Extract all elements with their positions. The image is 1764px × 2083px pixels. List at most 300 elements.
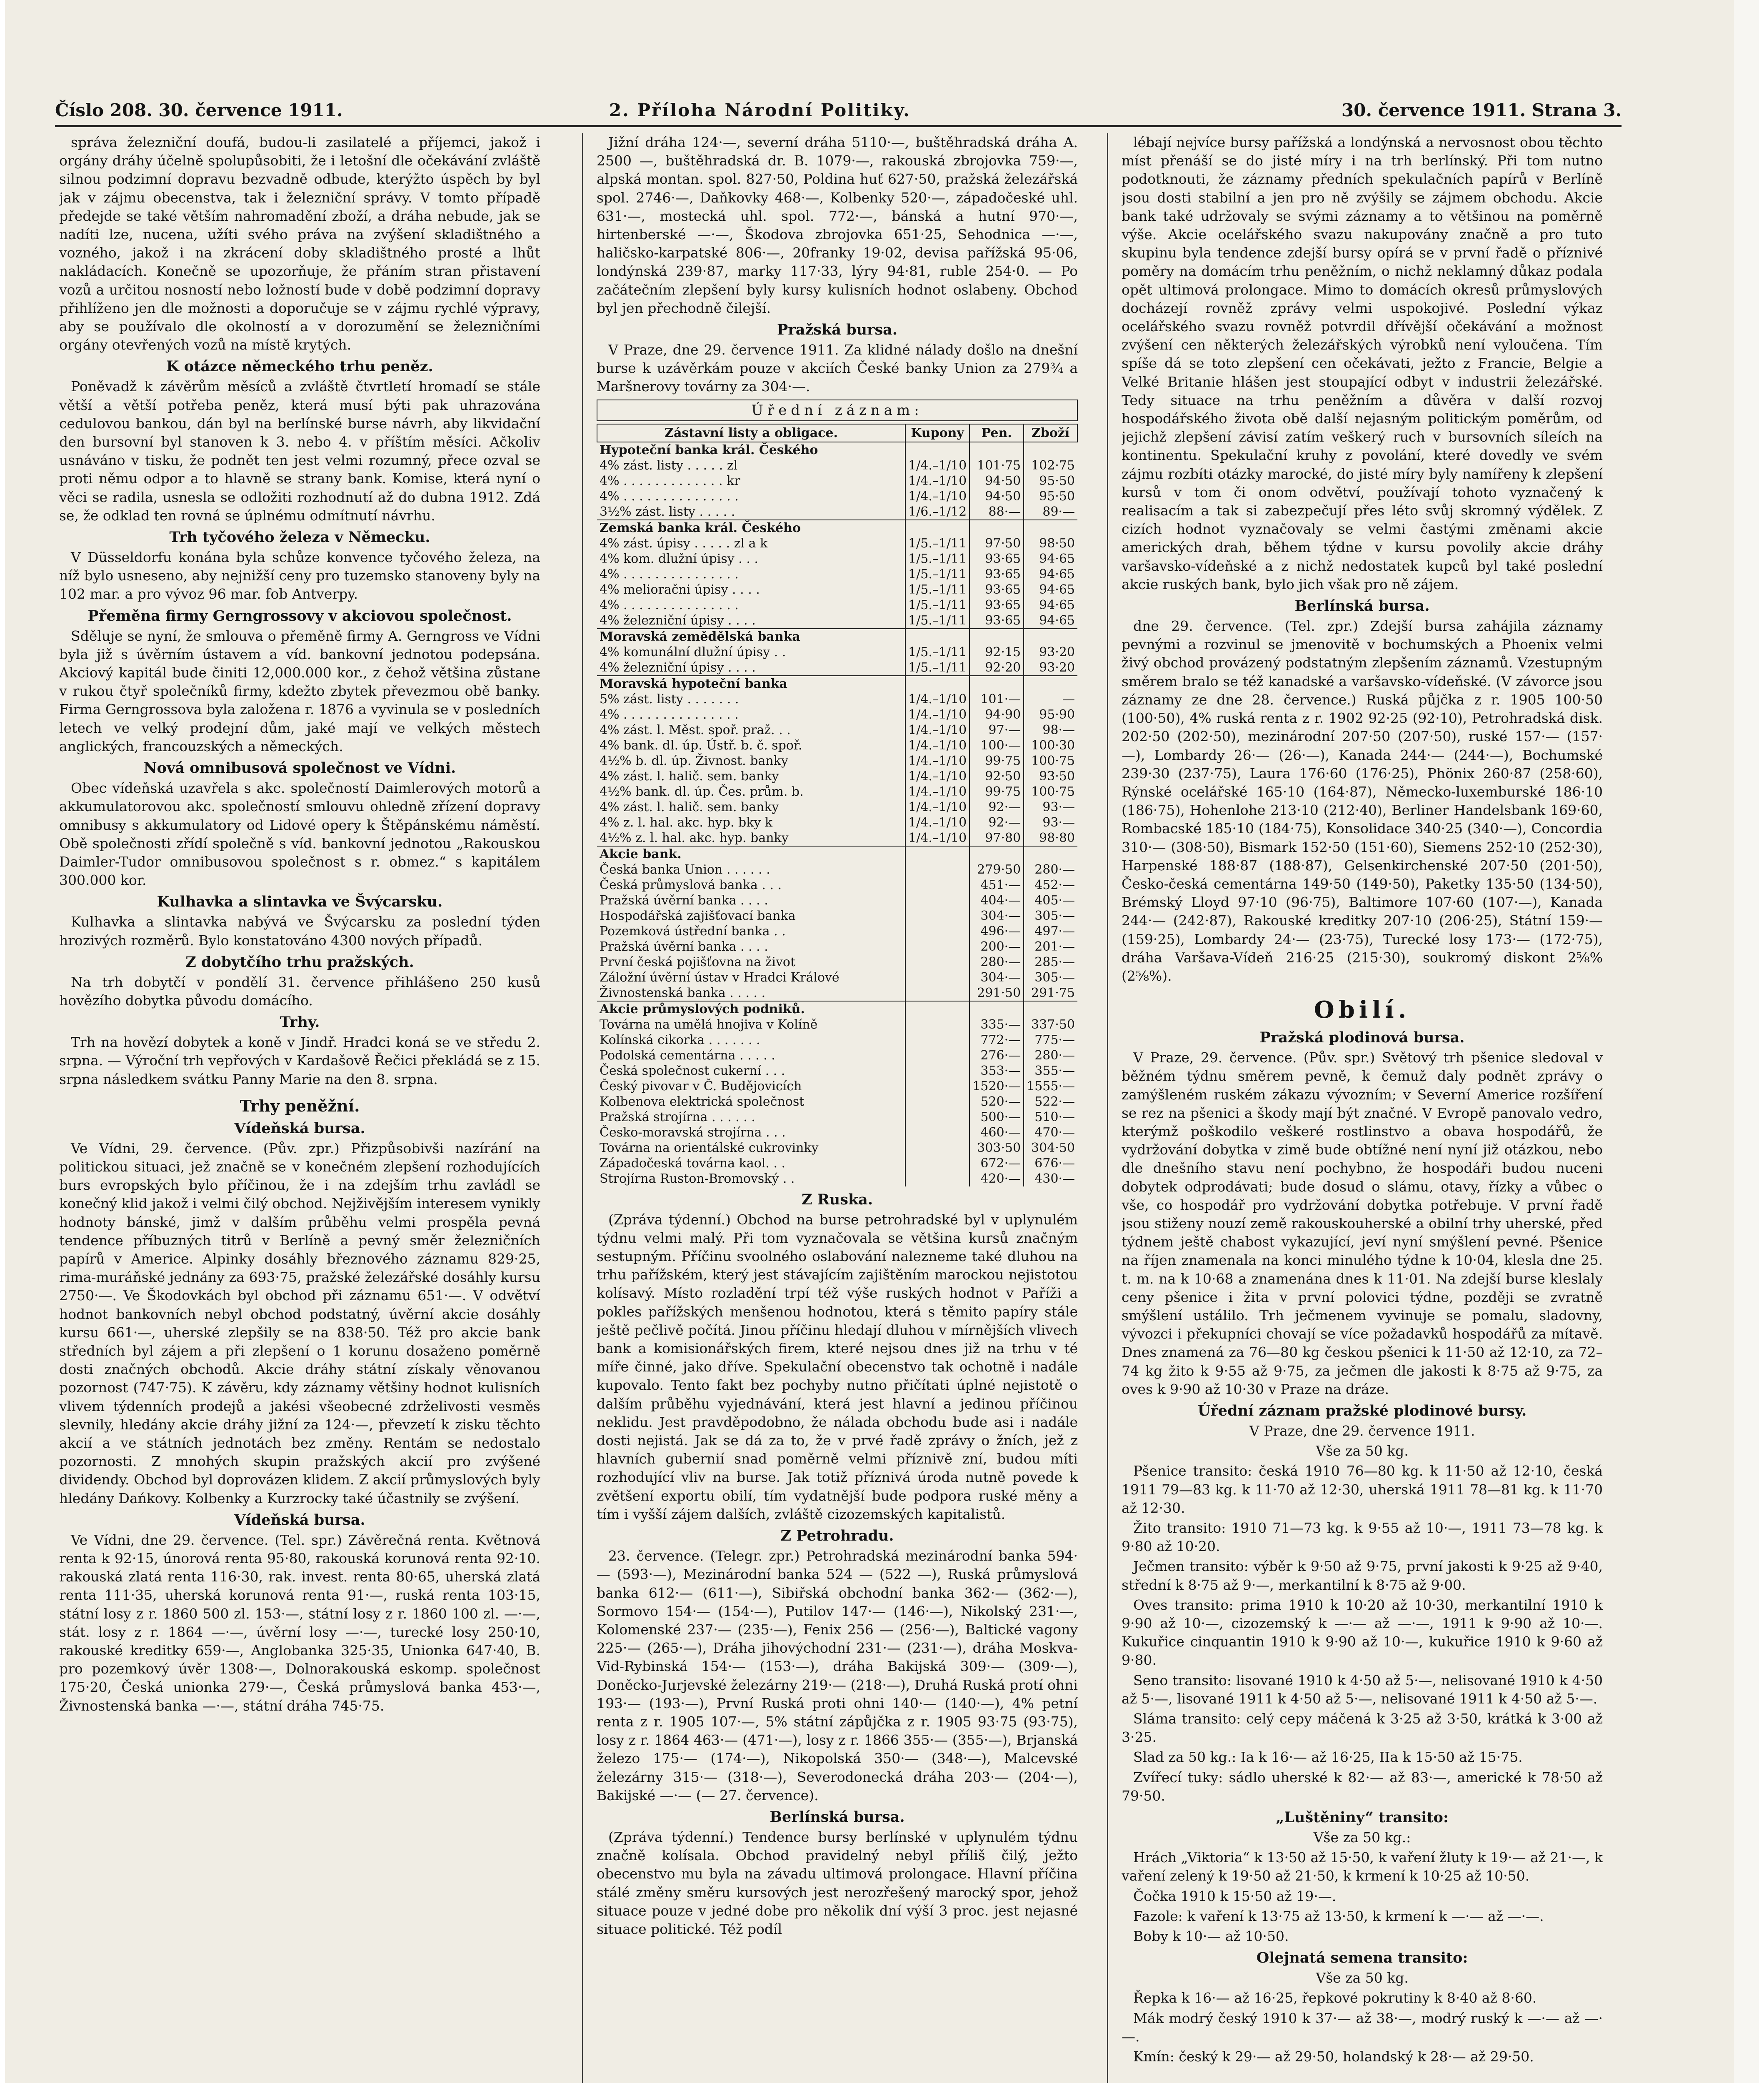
unit-note: Vše za 50 kg.	[1316, 1970, 1409, 1986]
article-paragraph: Kulhavka a slintavka nabývá ve Švýcarsku za poslední týden hrozivých rozměrů. Bylo konstatováno 4300 nových případů.	[59, 914, 540, 949]
table-cell: 99·75	[969, 753, 1024, 769]
article-paragraph: Poněvadž k závěrům měsíců a zvláště čtvrtletí hromadí se stále větší a větší potřeba peněz, která musí býti pak uhrazována cedulovou bankou, dán byl na berlínské burse návrh, aby likvidační den bursovní byl stanoven k 3. nebo 4. v příštím měsíci. Ačkoliv usnáváno v tisku, že podnět ten jest velmi rozumný, přece ozval se proti němu odpor a to hlavně se strany bank. Komise, která nyní o věci se radila, usnesla se odložiti rozhodnutí až do dubna 1912. Zdá se, že odklad ten rovná se úplnému odmítnutí návrhu.	[59, 378, 540, 524]
table-cell: Česká společnost cukerní . . .	[600, 1063, 785, 1078]
table-row	[597, 473, 1077, 489]
table-row	[597, 1156, 1077, 1171]
table-row	[597, 753, 1077, 769]
table-row	[597, 738, 1077, 753]
quotation-table	[597, 424, 1078, 1186]
table-cell: 4½% z. l. hal. akc. hyp. banky	[600, 830, 789, 845]
table-cell	[905, 954, 969, 970]
table-cell	[969, 629, 1024, 644]
table-cell	[905, 1063, 969, 1079]
table-row	[597, 551, 1077, 567]
table-row	[597, 862, 1077, 877]
table-cell	[905, 862, 969, 877]
table-row	[597, 954, 1077, 970]
table-cell: 93·20	[1024, 660, 1077, 676]
table-cell: 276·—	[969, 1048, 1024, 1063]
article-paragraph: Sděluje se nyní, že smlouva o přeměně firmy A. Gerngross ve Vídni byla již s úvěrním ústavem a víd. bankovní jednotou podepsána. Akciový kapitál bude činiti 12,000.000 kor., z čehož většina zůstane v rukou čtyř společníků firmy, kdežto zbytek převezmou obě banky. Firma Gerngrossova byla založena r. 1876 a vyvinula se v posledních letech ve velký prodejní dům, jaké mají ve velkých městech anglických, francouzských a německých.	[59, 627, 540, 754]
table-cell	[905, 1032, 969, 1048]
table-cell: 101·—	[969, 692, 1024, 707]
table-cell: 98·80	[1024, 830, 1077, 846]
masthead-rule	[55, 125, 1622, 127]
table-cell: 4% z. l. hal. akc. hyp. bky k	[600, 815, 773, 830]
table-cell: Pražská úvěrní banka . . . .	[600, 939, 768, 954]
article-paragraph: lébají nejvíce bursy pařížská a londýnská a nervosnost obou těchto míst přenáší se do jisté míry i na trh berlínský. Při tom nutno podotknouti, že záznamy předních spekulačních papírů v Berlíně jsou dosti stabilní a jen pro ně zvýšily se zájmem obchodu. Akcie bank také udržovaly se svými záznamy a to většinou na poměrně výše. Akcie ocelářského svazu nakupovány značně a pro tuto skupinu byla tendence zdejší bursy opírá se v první řadě o příznivé poměry na domácím trhu peněžním, o nichž neklamný důkaz podala opět ultimová prolongace. Mimo to domácích okresů průmyslových docházejí rovněž zprávy velmi uspokojivé. Poslední výkaz ocelářského svazu rovněž potvrdil dřívější očekávání a možnost zvýšení cen některých železářských výrobků není vyloučena. Tím spíše dá se toto zlepšení cen očekávati, ježto z Francie, Belgie a Velké Britanie hlášen jest stoupající odbyt v industrii železářské. Tedy situace na trhu peněžním a důvěra v další rozvoj hospodářského života obě další nejasným politickým poměrům, od jejichž zlepšení závisí zatím veškerý ruch v bursovních síleích na kontinentu. Spekulační kruhy z povolání, které dovedly ve svém zájmu rozbíti otázky marocké, do jisté míry byly namířeny k zlepšení kursů v tom či onom odvětví, používají tohoto vyznačený k realisacím a tak si zabezpečují přes léto svůj skromný výdělek. Z cizích hodnot vyznačovaly se velmi častými změnami akcie amerických drah, během týdne v kursu povolily akcie dráhy varšavsko-vídeňské a z nichž nedostatek kupců byl také poslední akcie ruských bank, bylo jich však pro ně zájem.	[1122, 134, 1603, 592]
table-cell	[905, 1017, 969, 1032]
table-cell	[969, 1001, 1024, 1017]
table-cell: Český pivovar v Č. Budějovicích	[600, 1079, 802, 1094]
table-cell: 93·50	[1024, 769, 1077, 784]
table-row	[597, 1171, 1077, 1186]
table-cell: 97·80	[969, 830, 1024, 846]
table-cell: 4% . . . . . . . . . . . . . . .	[600, 707, 739, 722]
table-row	[597, 1079, 1077, 1094]
table-cell	[905, 1140, 969, 1156]
table-cell: 92·20	[969, 660, 1024, 676]
article-heading: Pražská bursa.	[777, 321, 898, 339]
quote-paragraph: Řepka k 16·— až 16·25, řepkové pokrutiny k 8·40 až 8·60.	[1133, 1990, 1537, 2006]
table-cell: 672·—	[969, 1156, 1024, 1171]
table-cell: 100·75	[1024, 753, 1077, 769]
table-cell: 335·—	[969, 1017, 1024, 1032]
table-cell: Česko-moravská strojírna . . .	[600, 1125, 786, 1140]
table-cell	[905, 1156, 969, 1171]
table-cell: Pražská strojírna . . . . . .	[600, 1109, 755, 1124]
table-cell: 510·—	[1024, 1109, 1077, 1125]
table-cell: 4% bank. dl. úp. Ústř. b. č. spoř.	[600, 738, 802, 753]
article-heading: Berlínská bursa.	[1294, 597, 1430, 615]
table-cell: 305·—	[1024, 970, 1077, 985]
table-cell	[1024, 629, 1077, 644]
table-cell: 94·50	[969, 489, 1024, 504]
table-cell: 3½% zást. listy . . . . .	[600, 504, 735, 519]
article-heading: Nová omnibusová společnost ve Vídni.	[143, 759, 456, 777]
table-cell: 1/5.–1/11	[905, 613, 969, 629]
table-cell: 93·65	[969, 567, 1024, 582]
article-heading: Trhy.	[280, 1014, 320, 1031]
table-cell: 430·—	[1024, 1171, 1077, 1186]
article-heading: Vídeňská bursa.	[234, 1119, 365, 1137]
table-cell	[905, 970, 969, 985]
table-row	[597, 692, 1077, 707]
table-row	[597, 970, 1077, 985]
table-cell: 1/5.–1/11	[905, 567, 969, 582]
table-cell: 93·65	[969, 613, 1024, 629]
paper-edge	[1734, 0, 1759, 2083]
article-heading: Vídeňská bursa.	[234, 1511, 365, 1529]
table-cell: 99·75	[969, 784, 1024, 799]
table-cell: 92·50	[969, 769, 1024, 784]
table-cell: 4% komunální dlužní úpisy . .	[600, 644, 786, 659]
table-row	[597, 877, 1077, 893]
table-row	[597, 939, 1077, 954]
table-cell: 1/5.–1/11	[905, 644, 969, 660]
table-cell: 775·—	[1024, 1032, 1077, 1048]
table-cell: 93·20	[1024, 644, 1077, 660]
quote-paragraph: Oves transito: prima 1910 k 10·20 až 10·30, merkantilní 1910 k 9·90 až 10·—, cizozemský k —·— až —·—, 1911 k 9·90 až 10·—. Kukuřice cinquantin 1910 k 9·90 až 10·—, kukuřice 1910 k 9·60 až 9·80.	[1122, 1596, 1603, 1668]
table-cell	[905, 924, 969, 939]
table-row	[597, 489, 1077, 504]
table-cell: 4½% b. dl. úp. Živnost. banky	[600, 753, 788, 768]
table-cell: 404·—	[969, 893, 1024, 908]
table-cell	[969, 676, 1024, 692]
table-cell: Kolbenova elektrická společnost	[600, 1094, 805, 1109]
table-row	[597, 799, 1077, 815]
article-paragraph: V Düsseldorfu konána byla schůze konvence tyčového železa, na níž bylo usneseno, aby nejnižší ceny pro tuzemsko stanoveny byly na 102 mar. a pro vývoz 96 mar. fob Antverpy.	[59, 549, 540, 602]
table-cell	[905, 1079, 969, 1094]
page-number: 30. července 1911. Strana 3.	[1341, 100, 1622, 120]
table-cell	[1024, 1001, 1077, 1017]
table-row	[597, 924, 1077, 939]
article-heading: „Luštěniny“ transito:	[1276, 1809, 1449, 1826]
table-cell: Továrna na orientálské cukrovinky	[600, 1140, 819, 1155]
quote-paragraph: Kmín: český k 29·— až 29·50, holandský k 28·— až 29·50.	[1133, 2048, 1534, 2065]
table-cell	[905, 985, 969, 1001]
table-cell: 95·50	[1024, 473, 1077, 489]
quote-paragraph: Seno transito: lisované 1910 k 4·50 až 5·—, nelisované 1910 k 4·50 až 5·—, lisované 1911 k 4·50 až 5·—, nelisované 1911 k 4·50 až 5·—.	[1122, 1672, 1603, 1707]
table-cell	[905, 1001, 969, 1017]
table-cell: Moravská zemědělská banka	[597, 629, 905, 644]
table-cell: 94·65	[1024, 551, 1077, 567]
table-cell	[905, 442, 969, 458]
table-cell: 94·50	[969, 473, 1024, 489]
article-paragraph: Jižní dráha 124·—, severní dráha 5110·—, buštěhradská dráha A. 2500 —, buštěhradská dr. B. 1079·—, rakouská zbrojovka 759·—, alpská montan. spol. 827·50, Poldina huť 627·50, pražská železářská spol. 2746·—, Daňkovky 468·—, Kolbenky 520·—, západočeské uhl. 631·—, mostecká uhl. spol. 772·—, bánská a hutní 970·—, hirtenberské —·—, Škodova zbrojovka 651·25, Sehodnica —·—, haličsko-karpatské 806·—, 20franky 19·02, devisa pařížská 95·06, londýnská 239·87, marky 117·33, lýry 94·81, ruble 254·0. — Po začátečním zlepšení byly kursy kulisních hodnot oslabeny. Obchod byl jen přechodně čilejší.	[597, 134, 1078, 316]
table-cell: 101·75	[969, 458, 1024, 473]
table-cell: 337·50	[1024, 1017, 1077, 1032]
column-divider	[1107, 133, 1108, 2083]
table-row	[597, 582, 1077, 597]
table-cell: 4% zást. l. Měst. spoř. praž. . .	[600, 722, 791, 737]
quote-paragraph: Čočka 1910 k 15·50 až 19·—.	[1133, 1888, 1337, 1904]
table-cell: 94·65	[1024, 567, 1077, 582]
quote-paragraph: Pšenice transito: česká 1910 76—80 kg. k 11·50 až 12·10, česká 1911 79—83 kg. k 11·70 až 12·30, uherská 1911 78—81 kg. k 11·70 až 12·30.	[1122, 1463, 1603, 1516]
table-cell: 353·—	[969, 1063, 1024, 1079]
section-heading: Obilí.	[1314, 996, 1411, 1024]
table-cell: 1/5.–1/11	[905, 551, 969, 567]
quote-paragraph: Sláma transito: celý cepy máčená k 3·25 až 3·50, krátká k 3·00 až 3·25.	[1122, 1711, 1603, 1746]
table-row	[597, 1017, 1077, 1032]
table-cell: 94·90	[969, 707, 1024, 722]
table-cell	[969, 846, 1024, 862]
column-divider	[582, 133, 583, 2083]
column-header: Kupony	[905, 424, 969, 442]
table-cell: 451·—	[969, 877, 1024, 893]
table-cell: Záložní úvěrní ústav v Hradci Králové	[600, 970, 840, 985]
table-cell: 4% železniční úpisy . . . .	[600, 660, 756, 675]
table-cell	[1024, 520, 1077, 536]
table-cell: 291·75	[1024, 985, 1077, 1001]
article-heading: Berlínská bursa.	[770, 1808, 905, 1826]
table-cell: 4% . . . . . . . . . . . . . . .	[600, 597, 739, 612]
article-paragraph: Ve Vídni, 29. července. (Pův. zpr.) Přizpůsobivši nazírání na politickou situaci, jež značně se v konečném zlepšení rozhodujících burs evropských bylo příčinou, že i na zdejším trhu zavládl se konečný klid jakož i velmi čilý obchod. Nejživějším interesem vynikly hodnoty bánské, jimž v dalším průběhu velmi prospěla pevná tendence příbuzných titrů v Berlíně a pevný směr železničních papírů v Americe. Alpinky dosáhly březnového záznamu 829·25, rima-muráňské jednány za 693·75, pražské železářské dosáhly kursu 2750·—. Ve Škodovkách byl obchod při záznamu 651·—. V odvětví hodnot bankovních nebyl obchod podstatný, úvěrní akcie dosáhly kursu 661·—, uherské zlepšily se na 838·50. Též pro akcie bank středních byl zájem a při zlepšení o 1 korunu dosaženo poměrně dosti značných obchodů. Akcie dráhy státní získaly věnovanou pozornost (747·75). K závěru, kdy záznamy většiny hodnot kulisních vlivem týdenních prodejů a jakési všeobecné zdrželivosti vesměs slevnily, hledány akcie dráhy jižní za 124·—, převzetí k zisku těchto akcií a ve státních jednotách bez změny. Rentám se nedostalo pozornosti. Z mnohých skupin pražských akcií pro zvýšené dividendy. Obchod byl doprovázen klidem. Z akcií průmyslových byly hledány Dańkovy. Kolbenky a Kurzrocky také účastnily se zvýšení.	[59, 1140, 540, 1506]
table-row	[597, 769, 1077, 784]
table-cell: Hospodářská zajišťovací banka	[600, 908, 796, 923]
table-cell: 1/4.–1/10	[905, 830, 969, 846]
table-row	[597, 784, 1077, 799]
article-heading: Z Ruska.	[801, 1191, 873, 1208]
column-header: Pen.	[969, 424, 1024, 442]
article-heading: Přeměna firmy Gerngrossovy v akciovou společnost.	[87, 607, 512, 624]
newspaper-page	[5, 0, 1759, 2083]
table-row	[597, 567, 1077, 582]
table-cell: 4% melioračni úpisy . . . .	[600, 582, 760, 597]
table-cell: 1/4.–1/10	[905, 769, 969, 784]
table-body	[597, 442, 1077, 1186]
table-row	[597, 458, 1077, 473]
table-cell: 497·—	[1024, 924, 1077, 939]
table-cell	[905, 629, 969, 644]
table-cell: První česká pojišťovna na život	[600, 954, 796, 969]
table-cell: 89·—	[1024, 504, 1077, 520]
table-cell: 280·—	[969, 954, 1024, 970]
table-cell: 93·—	[1024, 815, 1077, 830]
table-cell: 93·65	[969, 597, 1024, 613]
table-row	[597, 893, 1077, 908]
table-cell	[905, 676, 969, 692]
table-cell: 4½% bank. dl. úp. Čes. prům. b.	[600, 784, 804, 799]
table-row	[597, 985, 1077, 1001]
table-row	[597, 442, 1077, 458]
table-row	[597, 1001, 1077, 1017]
table-cell: Hypoteční banka král. Českého	[597, 442, 905, 458]
table-cell: 500·—	[969, 1109, 1024, 1125]
article-paragraph: Ve Vídni, dne 29. července. (Tel. spr.) Závěrečná renta. Květnová renta k 92·15, únorová renta 95·80, rakouská korunová renta 92·10. rakouská zlatá renta 116·30, rak. invest. renta 80·65, uherská zlatá renta 111·35, uherská korunová renta 91·—, ruská renta 103·15, státní losy z r. 1860 500 zl. 153·—, státní losy z r. 1860 100 zl. —·—, stát. losy z r. 1864 —·—, úvěrní losy —·—, turecké losy 250·10, rakouské kreditky 659·—, Anglobanka 325·35, Unionka 647·40, B. pro pozemkový úvěr 1308·—, Dolnorakouská eskomp. společnost 175·20, Česká unionka 279·—, Česká průmyslová banka 453·—, Živnostenská banka —·—, státní dráha 745·75.	[59, 1531, 540, 1714]
table-cell: 304·—	[969, 970, 1024, 985]
table-row	[597, 1063, 1077, 1079]
table-row	[597, 536, 1077, 551]
table-cell: 102·75	[1024, 458, 1077, 473]
table-cell: 1/4.–1/10	[905, 815, 969, 830]
table-row	[597, 520, 1077, 536]
table-cell: 93·65	[969, 582, 1024, 597]
table-cell	[969, 442, 1024, 458]
table-cell: 1/4.–1/10	[905, 707, 969, 722]
table-cell: Akcie průmyslových podniků.	[597, 1001, 905, 1017]
dateline: V Praze, dne 29. července 1911.	[1249, 1423, 1475, 1439]
table-cell: 92·—	[969, 799, 1024, 815]
article-paragraph: (Zpráva týdenní.) Obchod na burse petrohradské byl v uplynulém týdnu velmi malý. Při tom vyznačovala se většina kursů značným sestupným. Příčinu svoolného oslabování nalezneme také dluhou na trhu pařížském, který jest stávajícím zajištěním marockou nejistotou kolísavý. Místo rozladění trpí též výše ruských hodnot v Paříži a pokles pařížských menšenou hodnotou, která s těmito papíry stále ještě pečlivě počítá. Jinou příčinu hledají dluhou v mírnějších vlivech bank a komisionářských firem, které nejsou dnes již na trhu v té míře činné, jako dříve. Spekulační obecenstvo tak ochotně i nadále kupovalo. Tento fakt bez pochyby nutno přičítati úplné nejistotě o dalším průběhu vyjednávání, která jest hlavní a jedinou příčinou neklidu. Jest pravděpodobno, že nálada obchodu bude asi i nadále dosti nejistá. Jak se dá za to, že v prvé řadě zprávy o žních, jež z hlavních gubernií snad poměrně velmi příznivě zní, budou míti rozhodující vliv na burse. Jak totiž příznivá úroda nutně povede k zvětšení exportu obilí, tím vydatnější bude podpora ruské měny a tím i vyšší zájem dalších, zvláště cizozemských kapitalistů.	[597, 1211, 1078, 1522]
column-2	[597, 133, 1078, 2083]
article-heading: Úřední záznam pražské plodinové bursy.	[1197, 1402, 1527, 1419]
table-cell: 522·—	[1024, 1094, 1077, 1109]
quote-paragraph: Mák modrý český 1910 k 37·— až 38·—, modrý ruský k —·— až —·—.	[1122, 2010, 1603, 2045]
article-paragraph: V Praze, dne 29. července 1911. Za klidné nálady došlo na dnešní burse k uzávěrkám pouze v akciích České banky Union za 279¾ a Maršnerovy továrny za 304·—.	[597, 342, 1078, 395]
table-cell: 97·50	[969, 536, 1024, 551]
table-cell: Zemská banka král. Českého	[597, 520, 905, 536]
table-cell: 94·65	[1024, 597, 1077, 613]
table-cell: 355·—	[1024, 1063, 1077, 1079]
table-row	[597, 597, 1077, 613]
table-cell: 460·—	[969, 1125, 1024, 1140]
table-cell: 280·—	[1024, 1048, 1077, 1063]
table-cell	[905, 520, 969, 536]
article-heading: Olejnatá semena transito:	[1256, 1949, 1468, 1967]
table-cell: 1/4.–1/10	[905, 722, 969, 738]
table-cell: Akcie bank.	[597, 846, 905, 862]
article-heading: Pražská plodinová bursa.	[1259, 1029, 1465, 1046]
table-cell	[905, 893, 969, 908]
table-row	[597, 846, 1077, 862]
table-cell: Česká banka Union . . . . . .	[600, 862, 770, 877]
article-heading: Kulhavka a slintavka ve Švýcarsku.	[157, 893, 443, 911]
table-cell: 100·30	[1024, 738, 1077, 753]
article-paragraph: Na trh dobytčí v pondělí 31. července přihlášeno 250 kusů hovězího dobytka původu domácího.	[59, 974, 540, 1009]
column-header: Zástavní listy a obligace.	[597, 424, 905, 442]
table-cell	[905, 939, 969, 954]
table-cell: 1/4.–1/10	[905, 458, 969, 473]
table-cell: 4% zást. listy . . . . . zl	[600, 458, 738, 473]
table-cell: 1/5.–1/11	[905, 597, 969, 613]
article-paragraph: dne 29. července. (Tel. zpr.) Zdejší bursa zahájila záznamy pevnými a rozvinul se jmenovitě v bochumských a Phoenix velmi živý obchod provázený podstatným zlepšením záznamů. Vzestupným směrem bralo se též kanadské a varšavsko-vídeňské. (V závorce jsou záznamy ze dne 28. července.) Ruská půjčka z r. 1905 100·50 (100·50), 4% ruská renta z r. 1902 92·25 (92·10), Petrohradská disk. 202·50 (202·50), mezinárodní 207·50 (207·50), ruské 157·— (157·—), Lombardy 26·— (26·—), Kanada 244·— (244·—), Bochumské 239·30 (237·75), Laura 176·60 (176·25), Phönix 260·87 (258·60), Rýnské ocelářské 165·10 (164·87), Německo-luxemburské 186·10 (186·75), Hohenlohe 213·10 (212·40), Berliner Handelsbank 169·60, Rombacské 185·10 (184·75), Konsolidace 340·25 (340·—), Concordia 310·— (308·50), Bismark 152·50 (151·60), Siemens 252·10 (252·30), Harpenské 188·87 (188·87), Gelsenkirchenské 207·50 (201·50), Česko-česká cementárna 149·50 (149·50), Paketky 135·50 (134·50), Brémský Lloyd 97·10 (96·75), Baltimore 107·60 (107·—), Kanada 244·— (242·87), Rakouské kreditky 207·10 (206·25), Státní 159·— (159·25), Lombardy 24·— (23·75), Turecké losy 173·— (172·75), dráha Varšava-Vídeň 216·25 (215·30), soukromý diskont 2⅝% (2⅝%).	[1122, 618, 1603, 984]
table-cell: 92·15	[969, 644, 1024, 660]
quote-paragraph: Boby k 10·— až 10·50.	[1133, 1928, 1289, 1945]
table-cell: 1/4.–1/10	[905, 753, 969, 769]
article-paragraph: (Zpráva týdenní.) Tendence bursy berlínské v uplynulém týdnu značně kolísala. Obchod pravidelný nebyl příliš čilý, ježto obecenstvo mu byla na závadu ultimová prolongace. Hlavní příčina stálé změny směru kursových jest nerozřešený marocký spor, jehož situace pouze v jedné dobe pro několik dní výší 3 proc. jest nejasné situace politické. Též podíl	[597, 1828, 1078, 1937]
table-cell: 1/4.–1/10	[905, 799, 969, 815]
table-cell: 93·—	[1024, 799, 1077, 815]
table-cell: 88·—	[969, 504, 1024, 520]
table-cell: 772·—	[969, 1032, 1024, 1048]
article-heading: Trh tyčového železa v Německu.	[169, 529, 430, 546]
table-row	[597, 1032, 1077, 1048]
article-heading: Z dobytčího trhu pražských.	[185, 953, 414, 971]
table-cell	[905, 1048, 969, 1063]
table-row	[597, 504, 1077, 520]
table-cell: 94·65	[1024, 613, 1077, 629]
table-cell: 201·—	[1024, 939, 1077, 954]
table-cell: Pozemková ústřední banka . .	[600, 924, 786, 939]
table-cell: 520·—	[969, 1094, 1024, 1109]
table-cell	[1024, 676, 1077, 692]
table-cell: 4% zást. úpisy . . . . . zl a k	[600, 536, 768, 551]
table-cell: Pražská úvěrní banka . . . .	[600, 893, 768, 908]
table-cell: 285·—	[1024, 954, 1077, 970]
table-cell: 4% . . . . . . . . . . . . . . .	[600, 489, 739, 504]
table-cell: 1555·—	[1024, 1079, 1077, 1094]
table-cell: 94·65	[1024, 582, 1077, 597]
table-cell	[969, 520, 1024, 536]
column-header: Zboží	[1024, 424, 1077, 442]
article-paragraph: V Praze, 29. července. (Pův. spr.) Světový trh pšenice sledoval v běžném týdnu směrem pevně, k čemuž daly podnět zprávy o zamýšleném ruském zákazu vývozním; v Severní Americe rozšíření se rez na pšenici a škody mají být značné. V Evropě panovalo vedro, kterýmž poškodilo veškeré rostlinstvo a obava hospodářů, že vydržování dobytka v zimě bude obtížné není nyní již otázkou, nebo dle dnešního stavu není pochybno, že hospodáři budou nuceni dobytek odprodávati; bude dosud o slámu, otavy, řízky a vůbec o vše, co hospodář pro vydržování dobytka potřebuje. V první řadě jsou stiženy nouzí země rakouskouherské a obilní trhy uherské, před týdnem ještě chabost vykazující, jeví nyní smýšlení pevné. Pšenice na říjen znamenala na konci minulého týdne k 10·04, klesla dne 25. t. m. na k 10·68 a znamenána dnes k 11·01. Na zdejší burse kleslaly ceny pšenice i žita v první polovici týdne, později se zvratně smýšlení ustálilo. Trh ječmenem vyvinuje se pomalu, sladovny, vývozci i překupníci chovají se více požadavků hospodářů za mítavě. Dnes znamená za 76—80 kg českou pšenici k 11·50 až 12·10, za 72–74 kg žito k 9·55 až 9·75, za ječmen dle jakosti k 8·75 až 9·75, za oves k 9·90 až 10·30 v Praze na dráze.	[1122, 1049, 1603, 1397]
table-cell: 4% železniční úpisy . . . .	[600, 613, 756, 628]
table-cell: Živnostenská banka . . . . .	[600, 985, 766, 1000]
table-row	[597, 613, 1077, 629]
table-cell: —	[1024, 692, 1077, 707]
table-cell: 304·50	[1024, 1140, 1077, 1156]
article-paragraph: 23. července. (Telegr. zpr.) Petrohradská mezinárodní banka 594·— (593·—), Mezinárodní banka 524 — (522 —), Ruská průmyslová banka 612·— (611·—), Sibiřská obchodní banka 362·— (362·—), Sormovo 154·— (154·—), Putilov 147·— (146·—), Nikolský 231·—, Kolomenské 237·— (235·—), Fenix 256 — (256·—), Baltické vagony 225·— (265·—), Dráha jihovýchodní 231·— (231·—), dráha Moskva-Vid-Rybinská 154·— (153·—), dráha Bakijská 309·— (309·—), Doněcko-Jurjevské železárny 219·— (218·—), Druhá Ruská protí ohni 193·— (193·—), První Ruská proti ohni 140·— (140·—), 4% petní renta z r. 1905 107·—, 5% státní zápůjčka z r. 1905 93·75 (93·75), losy z r. 1864 463·— (471·—), losy z r. 1866 355·— (355·—), Brjanská železo 175·— (174·—), Nikopolská 350·— (348·—), Malcevské železárny 315·— (318·—), Severodonecká dráha 203·— (204·—), Bakijské —·— (— 27. července).	[597, 1548, 1078, 1803]
table-cell: 4% zást. l. halič. sem. banky	[600, 769, 779, 784]
table-cell	[905, 1094, 969, 1109]
table-row	[597, 722, 1077, 738]
table-row	[597, 660, 1077, 676]
table-cell	[905, 1171, 969, 1186]
table-cell: 305·—	[1024, 908, 1077, 924]
table-cell	[905, 877, 969, 893]
table-cell: 100·—	[969, 738, 1024, 753]
table-cell: 405·—	[1024, 893, 1077, 908]
table-cell: 291·50	[969, 985, 1024, 1001]
publication-title: 2. Příloha Národní Politiky.	[609, 100, 911, 120]
table-row	[597, 629, 1077, 644]
table-cell: 452·—	[1024, 877, 1077, 893]
table-cell: 98·50	[1024, 536, 1077, 551]
table-cell: Kolínská cikorka . . . . . . .	[600, 1032, 760, 1047]
table-cell: 1/5.–1/11	[905, 582, 969, 597]
table-row	[597, 1140, 1077, 1156]
quote-paragraph: Zvířecí tuky: sádlo uherské k 82·— až 83·—, americké k 78·50 až 79·50.	[1122, 1769, 1603, 1804]
table-cell: 1/6.–1/12	[905, 504, 969, 520]
table-cell: 95·90	[1024, 707, 1077, 722]
article-heading: K otázce německého trhu peněz.	[166, 358, 433, 375]
table-cell: 1520·—	[969, 1079, 1024, 1094]
quote-paragraph: Žito transito: 1910 71—73 kg. k 9·55 až 10·—, 1911 73—78 kg. k 9·80 až 10·20.	[1122, 1520, 1603, 1555]
column-1	[59, 133, 540, 2083]
table-cell: 98·—	[1024, 722, 1077, 738]
table-cell: Strojírna Ruston-Bromovský . .	[600, 1171, 795, 1186]
table-cell: Moravská hypoteční banka	[597, 676, 905, 692]
quote-paragraph: Fazole: k vaření k 13·75 až 13·50, k krmení k —·— až —·—.	[1133, 1908, 1544, 1924]
quote-paragraph: Ječmen transito: výběr k 9·50 až 9·75, první jakosti k 9·25 až 9·40, střední k 8·75 až 9·—, merkantilní k 8·75 až 9·00.	[1122, 1558, 1603, 1593]
table-cell: 1/5.–1/11	[905, 660, 969, 676]
table-cell	[905, 1125, 969, 1140]
table-cell	[905, 1109, 969, 1125]
article-paragraph: Trh na hovězí dobytek a koně v Jindř. Hradci koná se ve středu 2. srpna. — Výroční trh vepřových v Kardašově Řečici překládá se z 15. srpna následkem svátku Panny Marie na den 8. srpna.	[59, 1034, 540, 1087]
table-row	[597, 1125, 1077, 1140]
table-cell	[905, 846, 969, 862]
table-row	[597, 1094, 1077, 1109]
table-cell: 4% . . . . . . . . . . . . . . .	[600, 567, 739, 582]
table-cell: 304·—	[969, 908, 1024, 924]
table-cell: 1/4.–1/10	[905, 489, 969, 504]
table-cell: 470·—	[1024, 1125, 1077, 1140]
table-cell: 1/4.–1/10	[905, 692, 969, 707]
unit-note: Vše za 50 kg.	[1316, 1443, 1409, 1459]
quote-paragraph: Hrách „Viktoria“ k 13·50 až 15·50, k vaření žluty k 19·— až 21·—, k vaření zelený k 19·50 až 21·50, k krmení k 10·25 až 10·50.	[1122, 1849, 1603, 1884]
column-3	[1122, 133, 1603, 2083]
table-cell: 97·—	[969, 722, 1024, 738]
unit-note: Vše za 50 kg.:	[1313, 1829, 1411, 1846]
table-cell: Továrna na umělá hnojiva v Kolíně	[600, 1017, 818, 1032]
table-row	[597, 830, 1077, 846]
masthead	[55, 100, 1622, 125]
table-cell: 279·50	[969, 862, 1024, 877]
table-cell: 100·75	[1024, 784, 1077, 799]
table-cell: 1/5.–1/11	[905, 536, 969, 551]
table-cell: 303·50	[969, 1140, 1024, 1156]
table-row	[597, 1109, 1077, 1125]
table-row	[597, 908, 1077, 924]
table-cell: 93·65	[969, 551, 1024, 567]
issue-date: Číslo 208. 30. července 1911.	[55, 100, 343, 120]
table-cell: 496·—	[969, 924, 1024, 939]
table-cell: 200·—	[969, 939, 1024, 954]
table-row	[597, 1048, 1077, 1063]
table-row	[597, 676, 1077, 692]
table-row	[597, 644, 1077, 660]
table-cell: Podolská cementárna . . . . .	[600, 1048, 775, 1063]
table-cell: 4% . . . . . . . . . . . . . kr	[600, 473, 740, 488]
table-cell: 1/4.–1/10	[905, 784, 969, 799]
table-cell: 676·—	[1024, 1156, 1077, 1171]
table-cell	[1024, 442, 1077, 458]
table-cell: 4% zást. l. halič. sem. banky	[600, 799, 779, 814]
table-cell: 280·—	[1024, 862, 1077, 877]
table-row	[597, 707, 1077, 722]
table-cell	[905, 908, 969, 924]
table-header-row	[597, 424, 1077, 442]
